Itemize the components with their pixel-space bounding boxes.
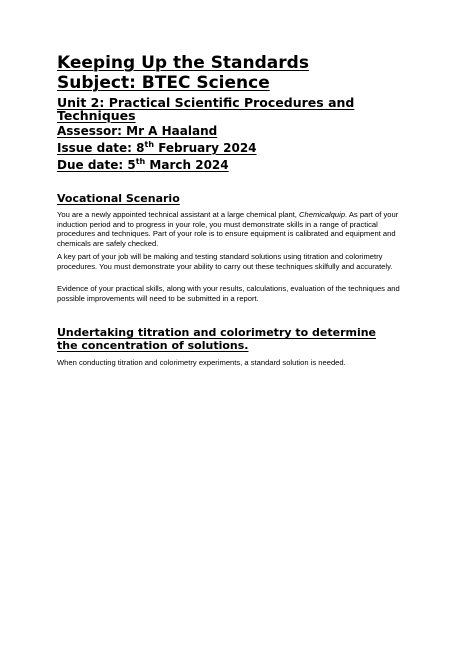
scenario-paragraph-3: Evidence of your practical skills, along with your results, calculations, evaluation of the techniques and possible improvements will need to be submitted in a report. <box>57 284 400 303</box>
issue-date-suffix: February 2024 <box>154 141 257 155</box>
due-date-suffix: March 2024 <box>145 158 229 172</box>
scenario-heading: Vocational Scenario <box>57 192 180 205</box>
subject-heading: Subject: BTEC Science <box>57 73 270 93</box>
due-date-sup: th <box>135 157 146 166</box>
issue-date-sup: th <box>144 140 155 149</box>
section-heading: Undertaking titration and colorimetry to determine the concentration of solutions. <box>57 326 377 352</box>
scenario-p1-end: . As part of your induction period and to progress in your role, you must demonstrate skills in a range of practical procedures and techniques. Part of your role is to ensure equipment is calibrated and equipment and chemicals are safely checked. <box>57 210 399 248</box>
section-paragraph-1: When conducting titration and colorimetry experiments, a standard solution is needed. <box>57 358 346 367</box>
scenario-p1-start: You are a newly appointed technical assistant at a large chemical plant, <box>57 210 300 219</box>
company-name: Chemicalquip <box>299 210 346 219</box>
due-date-line <box>57 158 229 173</box>
due-date-prefix: Due date: 5 <box>57 158 136 172</box>
scenario-paragraph-2: A key part of your job will be making and testing standard solutions using titration and colorimetry procedures. You must demonstrate your ability to carry out these techniques skilfully and accurately. <box>57 252 393 271</box>
document-title: Keeping Up the Standards <box>57 53 309 73</box>
unit-heading: Unit 2: Practical Scientific Procedures and Techniques <box>57 95 355 123</box>
assessor-line: Assessor: Mr A Haaland <box>57 124 218 138</box>
issue-date-line <box>57 141 257 156</box>
scenario-paragraph-1 <box>57 210 407 248</box>
issue-date-prefix: Issue date: 8 <box>57 141 145 155</box>
